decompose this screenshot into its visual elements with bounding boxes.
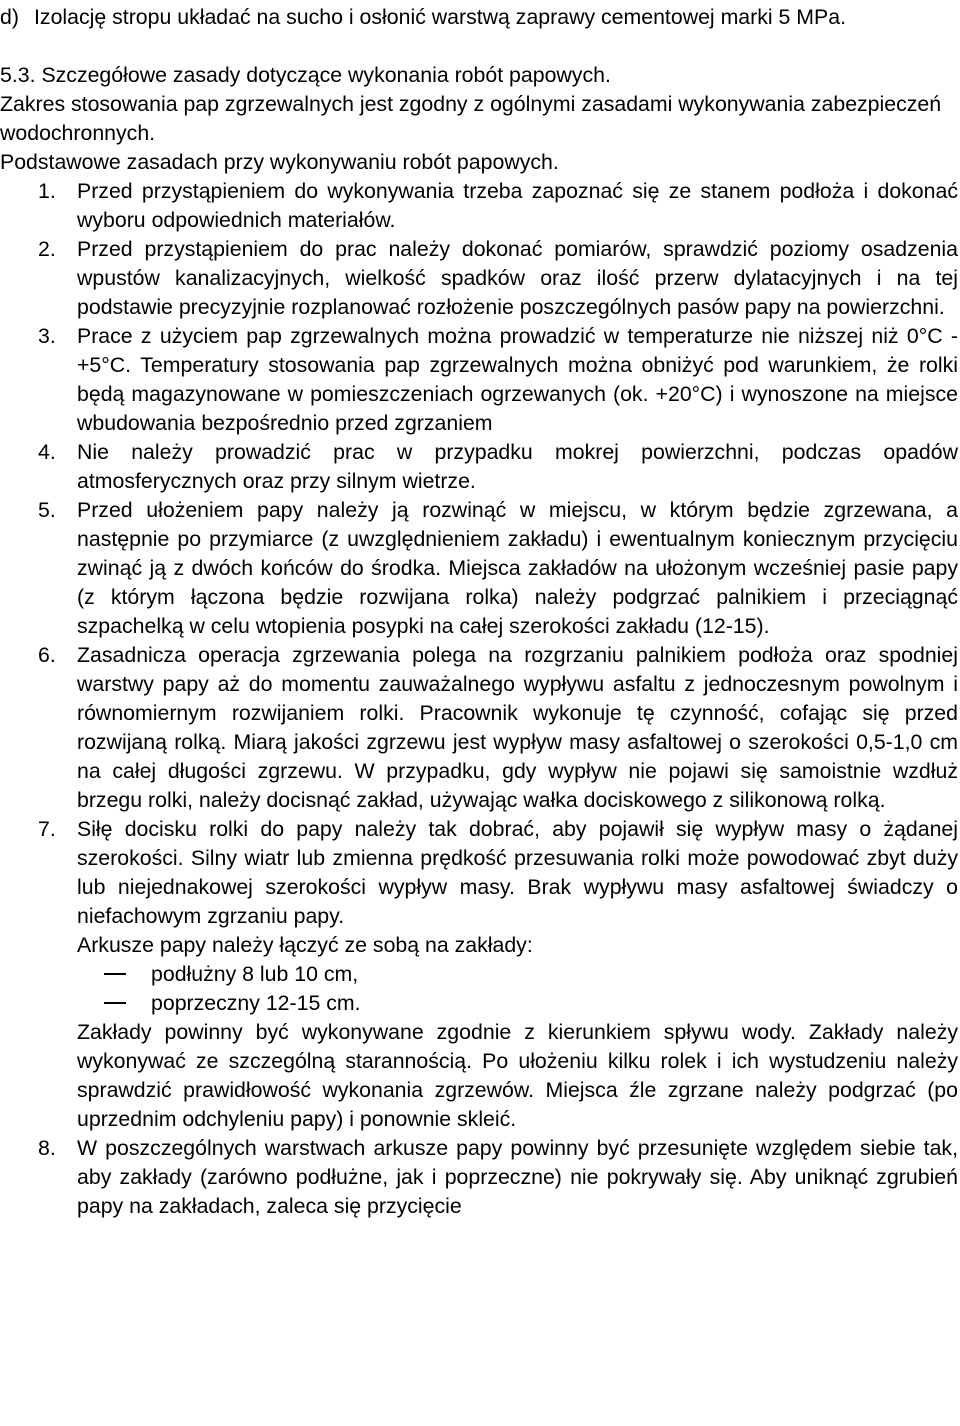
list-item-2 <box>0 235 958 322</box>
intro-item-d <box>0 3 958 32</box>
list-item-text: Siłę docisku rolki do papy należy tak dobrać, aby pojawił się wypływ masy o żądanej szerokości. Silny wiatr lub zmienna prędkość przesuwania rolki może powodować zbyt duży lub niejednakowej szerokości wypływ masy. Brak wypływu masy asfaltowej świadczy o niefachowym zgrzaniu papy. <box>77 817 958 928</box>
dash-bullet-icon <box>104 989 126 1018</box>
bullet-text: poprzeczny 12-15 cm. <box>151 991 361 1015</box>
lap-joints-intro: Arkusze papy należy łączyć ze sobą na zakłady: <box>77 933 533 957</box>
list-item-number: 1. <box>38 179 56 203</box>
section-subheading: Podstawowe zasadach przy wykonywaniu robót papowych. <box>0 150 559 174</box>
dash-bullet-icon <box>104 960 126 989</box>
list-item-text: W poszczególnych warstwach arkusze papy powinny być przesunięte względem siebie tak, aby zakłady (zarówno podłużne, jak i poprzeczne) nie pokrywały się. Aby uniknąć zgrubień papy na zakładach, zaleca się przycięcie <box>77 1136 958 1218</box>
list-item-4 <box>0 438 958 496</box>
list-item-5 <box>0 496 958 641</box>
list-item-number: 4. <box>38 440 56 464</box>
intro-label: d) <box>0 5 19 29</box>
list-item-7 <box>0 815 958 931</box>
list-item-number: 7. <box>38 817 56 841</box>
list-item-3 <box>0 322 958 438</box>
list-item-text: Nie należy prowadzić prac w przypadku mokrej powierzchni, podczas opadów atmosferycznych oraz przy silnym wietrze. <box>77 440 958 493</box>
list-item-text: Zasadnicza operacja zgrzewania polega na rozgrzaniu palnikiem podłoża oraz spodniej warstwy papy aż do momentu zauważalnego wypływu asfaltu z jednoczesnym powolnym i równomiernym rozwijaniem rolki. Pracownik wykonuje tę czynność, cofając się przed rozwijaną rolką. Miarą jakości zgrzewu jest wypływ masy asfaltowej o szerokości 0,5-1,0 cm na całej długości zgrzewu. W przypadku, gdy wypływ nie pojawi się samoistnie wzdłuż brzegu rolki, należy docisnąć zakład, używając wałka dociskowego z silikonową rolką. <box>77 643 958 812</box>
list-item-text: Prace z użyciem pap zgrzewalnych można prowadzić w temperaturze nie niższej niż 0°C - +5°C. Temperatury stosowania pap zgrzewalnych można obniżyć pod warunkiem, że rolki będą magazynowane w pomieszczeniach ogrzewanych (ok. +20°C) i wynoszone na miejsce wbudowania bezpośrednio przed zgrzaniem <box>77 324 958 435</box>
list-item-1 <box>0 177 958 235</box>
lap-joints-closing-paragraph: Zakłady powinny być wykonywane zgodnie z kierunkiem spływu wody. Zakłady należy wykonywać ze szczególną starannością. Po ułożeniu kilku rolek i ich wystudzeniu należy sprawdzić prawidłowość wykonania zgrzewów. Miejsca źle zgrzane należy podgrzać (po uprzednim odchyleniu papy) i ponownie skleić. <box>77 1020 958 1131</box>
list-item-8 <box>0 1134 958 1221</box>
list-item-number: 3. <box>38 324 56 348</box>
section-heading: 5.3. Szczegółowe zasady dotyczące wykonania robót papowych. <box>0 63 611 87</box>
bullet-text: podłużny 8 lub 10 cm, <box>151 962 359 986</box>
section-intro-paragraph: Zakres stosowania pap zgrzewalnych jest zgodny z ogólnymi zasadami wykonywania zabezpieczeń wodochronnych. <box>0 92 942 145</box>
list-item-text: Przed ułożeniem papy należy ją rozwinąć w miejscu, w którym będzie zgrzewana, a następnie po przymiarce (z uwzględnieniem zakładu) i ewentualnym koniecznym przycięciu zwinąć ją z dwóch końców do środka. Miejsca zakładów na ułożonym wcześniej pasie papy (z którym łączona będzie rozwijana rolka) należy podgrzać palnikiem i przeciągnąć szpachelką w celu wtopienia posypki na całej szerokości zakładu (12-15). <box>77 498 958 638</box>
list-item-number: 5. <box>38 498 56 522</box>
list-item-number: 8. <box>38 1136 56 1160</box>
bullet-item-longitudinal <box>0 960 958 989</box>
intro-text: Izolację stropu układać na sucho i osłonić warstwą zaprawy cementowej marki 5 MPa. <box>34 5 847 29</box>
list-item-text: Przed przystąpieniem do prac należy dokonać pomiarów, sprawdzić poziomy osadzenia wpustów kanalizacyjnych, wielkość spadków oraz ilość przerw dylatacyjnych i na tej podstawie precyzyjnie rozplanować rozłożenie poszczególnych pasów papy na powierzchni. <box>77 237 958 319</box>
bullet-item-transverse <box>0 989 958 1018</box>
list-item-number: 6. <box>38 643 56 667</box>
list-item-6 <box>0 641 958 815</box>
list-item-text: Przed przystąpieniem do wykonywania trzeba zapoznać się ze stanem podłoża i dokonać wyboru odpowiednich materiałów. <box>77 179 958 232</box>
list-item-number: 2. <box>38 237 56 261</box>
